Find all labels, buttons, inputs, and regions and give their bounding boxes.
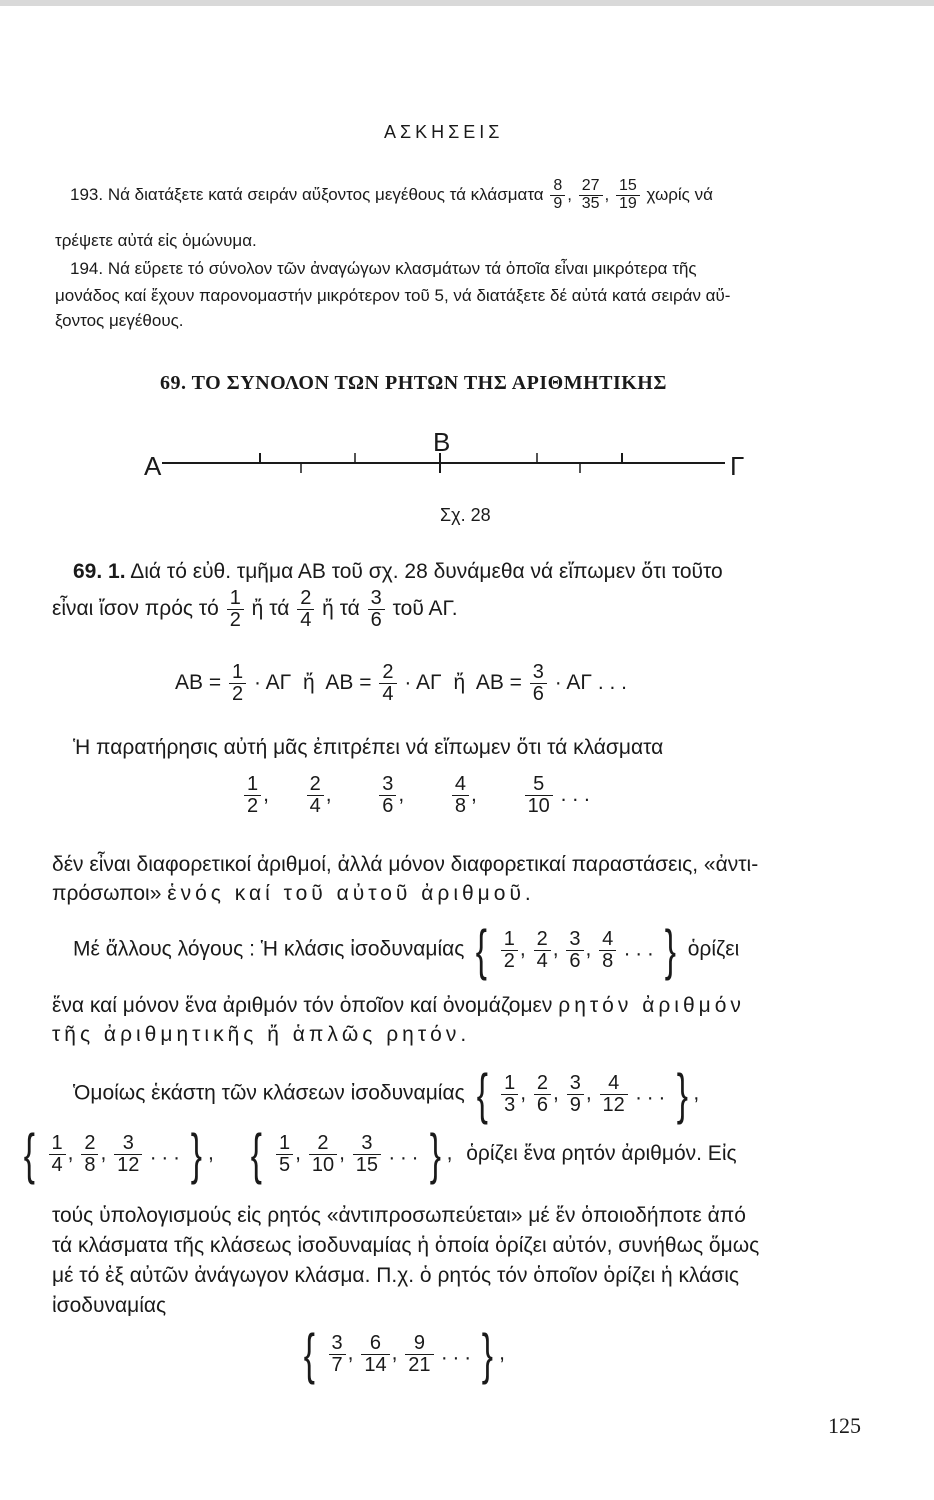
exercise-194-line1 (70, 258, 697, 280)
text: ὁρίζει ἕνα ρητόν ἀριθμόν. Εἰς (466, 1141, 737, 1165)
exercise-194-text: Νά εὕρετε τό σύνολον τῶν ἀναγώγων κλασμάτων τά ὁποῖα εἶναι μικρότερα τῆς (107, 259, 697, 278)
exercise-193-line2: τρέψετε αὐτά εἰς ὁμώνυμα. (55, 231, 257, 250)
figure-caption: Σχ. 28 (440, 505, 491, 525)
scan-edge (0, 0, 934, 6)
text: . . . (441, 1341, 471, 1365)
text: ὁρίζει (687, 937, 740, 961)
exercise-193-text: Νά διατάξετε κατά σειράν αὔξοντος μεγέθους τά κλάσματα (107, 184, 544, 204)
text: ΑΒ = (475, 671, 522, 695)
fraction: $\frac{3}{9}$ (567, 1073, 584, 1116)
exercise-193-line1: 193. Νά διατάξετε κατά σειράν αὔξοντος μεγέθους τά κλάσματα $\frac{8}{9}$ , $\frac{27}{35}$ , $\frac{15}{19}$ χωρίς νά (70, 177, 713, 212)
label-G: Γ (730, 451, 745, 481)
para-69-1-text: Διά τό εὐθ. τμῆμα ΑΒ τοῦ σχ. 28 δυνάμεθα νά εἴπωμεν ὅτι τοῦτο (130, 560, 723, 583)
text: . . . (388, 1141, 419, 1165)
fraction-sequence: $\frac{1}{2}$ , $\frac{2}{4}$ , $\frac{3}{6}$ , $\frac{4}{8}$ , $\frac{5}{10}$ . . . (242, 774, 590, 817)
para-equivalence-class: Μέ ἄλλους λόγους : Ἡ κλάσις ἰσοδυναμίας { $\frac{1}{2}$ , $\frac{2}{4}$ , $\frac{3}{6}$ , $\frac{4}{8}$ . . . } ὁρίζει (73, 918, 740, 981)
text: ἤ (251, 597, 264, 621)
section-title: 69. ΤΟ ΣΥΝΟΛΟΝ ΤΩΝ ΡΗΤΩΝ ΤΗΣ ΑΡΙΘΜΗΤΙΚΗΣ (160, 372, 667, 394)
text: · ΑΓ . . . (554, 671, 627, 695)
exercise-194-line2: μονάδος καί ἔχουν παρονομαστήν μικρότερον τοῦ 5, νά διατάξετε δέ αὐτά κατά σειράν αὔ- (55, 286, 731, 305)
page-number: 125 (828, 1413, 861, 1438)
left-brace: { (476, 1062, 488, 1125)
left-brace: { (251, 1122, 263, 1185)
exercise-194-number: 194. (70, 259, 104, 278)
fraction: $\frac{1}{4}$ (49, 1133, 66, 1176)
para-calculations-line2: τά κλάσματα τῆς κλάσεως ἰσοδυναμίας ἡ ὁποία ὁρίζει αὐτόν, συνήθως ὅμως (52, 1234, 760, 1257)
para-equivalence-line2 (52, 992, 745, 1020)
text: ἤ (303, 671, 315, 695)
label-B: Β (433, 427, 451, 457)
para-observation: Ἡ παρατήρησις αὐτή μᾶς ἐπιτρέπει νά εἴπωμεν ὅτι τά κλάσματα (73, 736, 664, 759)
fraction: $\frac{9}{21}$ (405, 1333, 433, 1376)
text: εἶναι ἴσον πρός τό (52, 597, 219, 621)
para-calculations-line3: μέ τό ἐξ αὐτῶν ἀνάγωγον κλάσμα. Π.χ. ὁ ρητός τόν ὁποῖον ὁρίζει ἡ κλάσις (52, 1264, 740, 1287)
text: ΑΒ = (325, 671, 372, 695)
text: · ΑΓ (253, 671, 292, 695)
paragraph-number: 69. 1. (73, 560, 126, 583)
final-set: { $\frac{3}{7}$ , $\frac{6}{14}$ , $\frac{9}{21}$ . . . } , (303, 1322, 505, 1385)
right-brace: } (429, 1122, 441, 1185)
fraction: $\frac{8}{9}$ (550, 178, 565, 213)
fraction: $\frac{1}{3}$ (501, 1073, 518, 1116)
fraction: $\frac{2}{4}$ (379, 662, 396, 705)
text: . . . (150, 1141, 180, 1165)
fraction: $\frac{5}{10}$ (525, 774, 553, 817)
left-brace: { (475, 918, 488, 981)
fraction: $\frac{4}{8}$ (599, 929, 616, 972)
text: . . . (635, 1081, 665, 1105)
equation-AB (175, 662, 627, 705)
fraction: $\frac{4}{8}$ (452, 774, 469, 817)
para-69-1-line2 (52, 588, 458, 631)
fraction: $\frac{2}{4}$ (307, 774, 324, 817)
text: . . . (560, 783, 590, 807)
para-69-1-line1 (73, 558, 723, 586)
spaced-text: ρητόν ἀριθμόν (558, 994, 745, 1017)
fraction: $\frac{3}{6}$ (530, 662, 547, 705)
fraction: $\frac{1}{2}$ (244, 774, 261, 817)
para-calculations-line1: τούς ὑπολογισμούς εἰς ρητός «ἀντιπροσωπεύεται» μέ ἕν ὁποιοδήποτε ἀπό (52, 1204, 746, 1227)
text: τοῦ ΑΓ. (392, 597, 458, 621)
text: ΑΒ = (175, 671, 222, 695)
fraction: $\frac{2}{10}$ (309, 1133, 337, 1176)
fraction: $\frac{2}{4}$ (297, 588, 314, 631)
figure-28-number-line (140, 425, 780, 495)
text: . . . (624, 937, 654, 961)
spaced-text: ἑνός καί τοῦ αὐτοῦ ἀριθμοῦ. (167, 882, 535, 905)
exercise-194-line3: ξοντος μεγέθους. (55, 311, 184, 330)
text: ἤ (322, 597, 334, 621)
para-equivalence-line3: τῆς ἀριθμητικῆς ἤ ἁπλῶς ρητόν. (52, 1023, 471, 1046)
text: ἕνα καί μόνον ἕνα ἀριθμόν τόν ὁποῖον καί ὀνομάζομεν (52, 994, 553, 1017)
text: ἤ (453, 671, 466, 695)
text: Ὁμοίως ἑκάστη τῶν κλάσεων ἰσοδυναμίας (73, 1081, 465, 1105)
text: πρόσωποι» (52, 882, 162, 905)
fraction: $\frac{1}{5}$ (276, 1133, 293, 1176)
fraction: $\frac{4}{12}$ (600, 1073, 628, 1116)
right-brace: } (664, 918, 677, 981)
left-brace: { (303, 1322, 315, 1385)
text: τά (339, 597, 360, 621)
fraction: $\frac{3}{12}$ (114, 1133, 142, 1176)
fraction: $\frac{3}{6}$ (368, 588, 385, 631)
fraction: $\frac{2}{8}$ (81, 1133, 98, 1176)
fraction: $\frac{15}{19}$ (616, 178, 640, 213)
text: Μέ ἄλλους λόγους : Ἡ κλάσις ἰσοδυναμίας (73, 937, 465, 961)
fraction: $\frac{1}{2}$ (501, 929, 518, 972)
right-brace: } (191, 1122, 203, 1185)
fraction: $\frac{3}{7}$ (329, 1333, 346, 1376)
fraction: $\frac{1}{2}$ (227, 588, 244, 631)
text: · ΑΓ (404, 671, 442, 695)
fraction: $\frac{3}{15}$ (353, 1133, 381, 1176)
fraction: $\frac{6}{14}$ (361, 1333, 389, 1376)
para-similarly-line2: { $\frac{1}{4}$ , $\frac{2}{8}$ , $\frac{3}{12}$ . . . } , { $\frac{1}{5}$ , $\frac{2}{10}$ , $\frac{3}{15}$ . . . } , ὁρίζει ἕνα ρητόν ἀριθμόν. Εἰς (23, 1122, 737, 1185)
fraction: $\frac{3}{6}$ (566, 929, 583, 972)
fraction: $\frac{3}{6}$ (379, 774, 396, 817)
exercise-193-number: 193. (70, 184, 104, 204)
right-brace: } (676, 1062, 688, 1125)
fraction: $\frac{27}{35}$ (579, 178, 603, 213)
para-calculations-line4: ἰσοδυναμίας (52, 1294, 167, 1317)
para-not-different-line2 (52, 880, 535, 908)
left-brace: { (23, 1122, 35, 1185)
text: τά (269, 597, 290, 621)
exercise-193-text-after: χωρίς νά (646, 184, 713, 204)
fraction: $\frac{2}{6}$ (534, 1073, 551, 1116)
para-not-different-line1: δέν εἶναι διαφορετικοί ἀριθμοί, ἀλλά μόνον διαφορετικαί παραστάσεις, «ἀντι- (52, 853, 759, 876)
fraction: $\frac{1}{2}$ (229, 662, 246, 705)
exercises-heading: ΑΣΚΗΣΕΙΣ (384, 122, 504, 142)
para-similarly: Ὁμοίως ἑκάστη τῶν κλάσεων ἰσοδυναμίας { $\frac{1}{3}$ , $\frac{2}{6}$ , $\frac{3}{9}$ , $\frac{4}{12}$ . . . } , (73, 1062, 700, 1125)
fraction: $\frac{2}{4}$ (534, 929, 551, 972)
right-brace: } (482, 1322, 494, 1385)
label-A: Α (144, 451, 162, 481)
